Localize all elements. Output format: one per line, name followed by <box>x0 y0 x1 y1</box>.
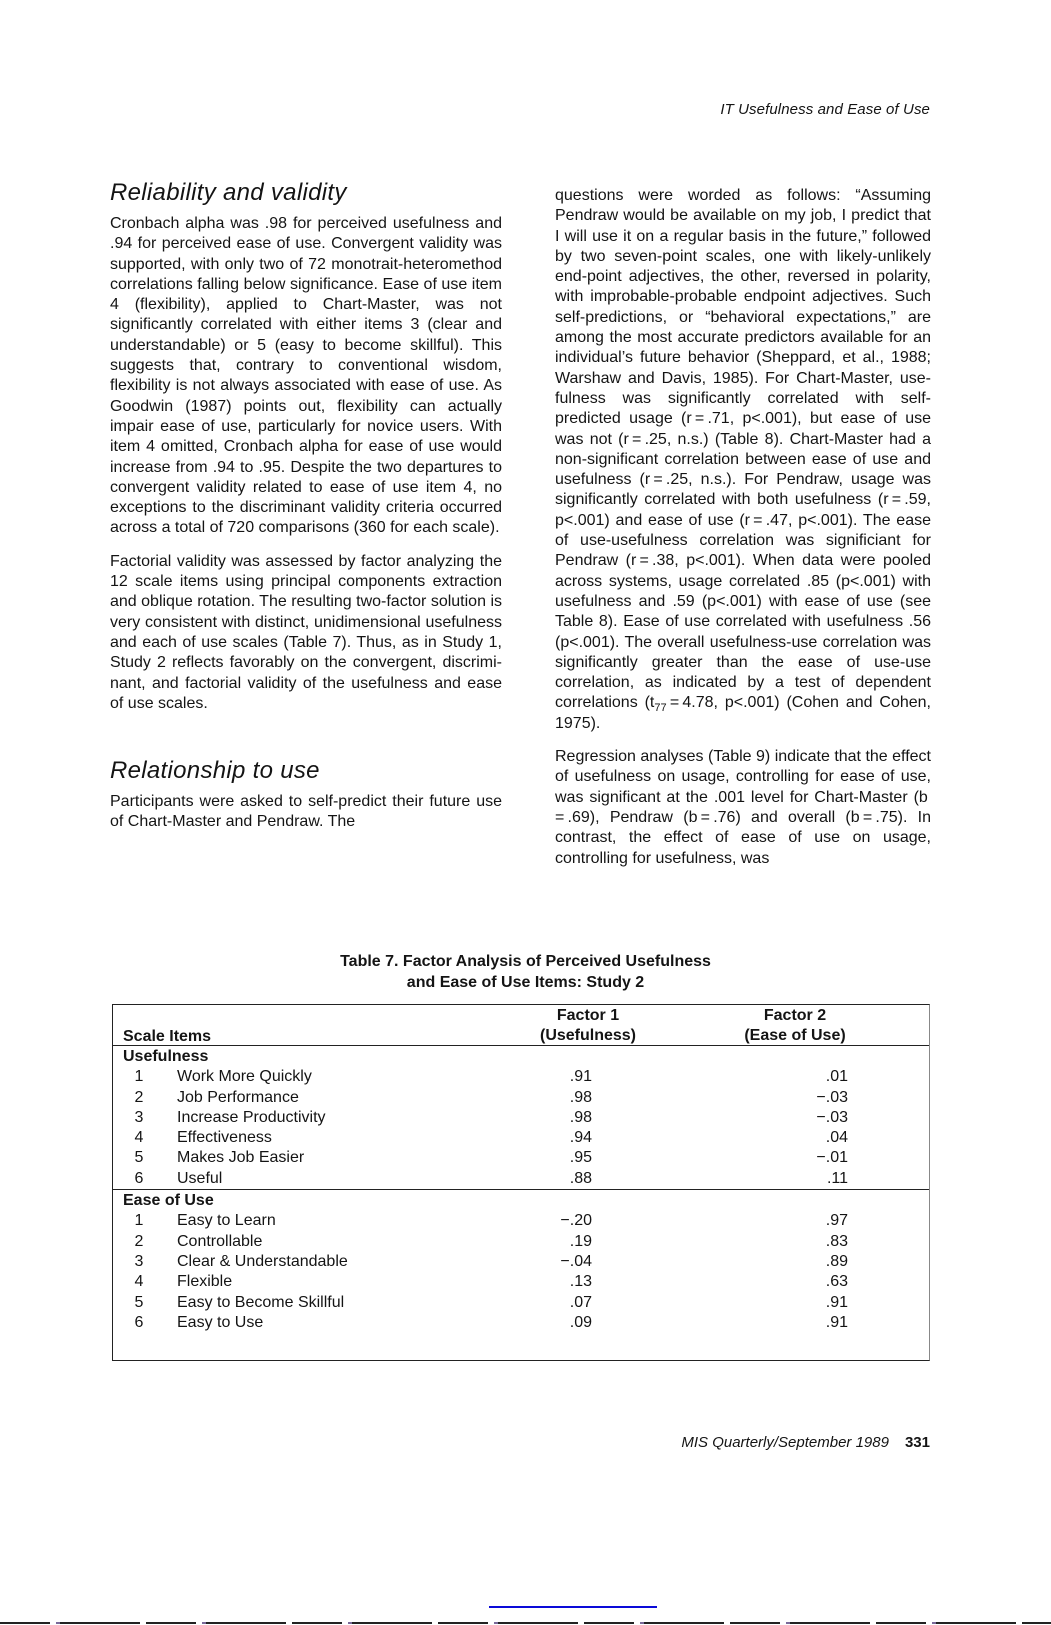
factor2-value: .01 <box>825 1068 848 1086</box>
paragraph-text: = 4.78, p<.001) (Cohen and Cohen, 1975). <box>555 694 932 732</box>
bottom-artifact-strip <box>0 1622 1051 1624</box>
section-title: Ease of Use <box>123 1192 214 1210</box>
table-row <box>113 1293 929 1313</box>
page-footer <box>681 1434 930 1451</box>
header-factor2-title: Factor 2 <box>763 1007 827 1024</box>
paragraph: Regression analyses (Table 9) indicate that the effect of usefulness on usage, controlling for ease of use, was significant at the .001 level for Chart-Master (b = .69), Pendraw (b = .76) and overall (b = .75). In contrast, the effect of ease of use on usage, controlling for usefulness, was <box>555 748 931 867</box>
item-number: 2 <box>134 1232 144 1250</box>
item-label: Job Performance <box>177 1088 299 1106</box>
item-number: 6 <box>134 1313 144 1331</box>
table-row <box>113 1272 929 1292</box>
table-caption <box>0 952 1051 993</box>
factor2-value: .97 <box>825 1212 848 1230</box>
item-label: Easy to Learn <box>177 1212 276 1230</box>
factor2-value: −.03 <box>816 1108 848 1126</box>
table-row <box>113 1148 929 1168</box>
factor1-value: .07 <box>569 1293 592 1311</box>
left-column <box>110 178 502 833</box>
section-heading-relationship: Relationship to use <box>110 757 320 785</box>
factor1-value: .19 <box>569 1232 592 1250</box>
item-label: Makes Job Easier <box>177 1149 305 1167</box>
item-label: Easy to Use <box>177 1313 264 1331</box>
paragraph: Participants were asked to self-predict their future use of Chart-Master and Pendraw. The <box>110 793 502 831</box>
section-title: Usefulness <box>123 1048 209 1065</box>
table-row <box>113 1313 929 1333</box>
subscript: 77 <box>654 702 667 715</box>
item-label: Effectiveness <box>177 1129 272 1147</box>
factor1-value: .95 <box>569 1149 592 1167</box>
item-number: 2 <box>134 1088 144 1106</box>
paragraph-text: questions were worded as follows: “Assuming Pendraw would be available on my job, I predict that I will use it on a regular basis in the future,” followed by two seven-point scales, one with likely-unlikely end-point adjectives, the other, reversed in polarity, with improbable-probable endpoint adjectives. Such self-predictions, or “behavioral expectations,” are among the most accurate predictors available for an individual’s future behavior (Sheppard, et al., 1988; Warshaw and Davis, 1985). For Chart-Master, usefulness was significantly correlated with self-predicted usage (r = .71, p<.001), but ease of use was not (r = .25, n.s.) (Table 8). Chart-Master had a non-significant correlation between ease of use and usefulness (r = .25, n.s.). For Pendraw, usage was significantly correlated with both usefulness (r = .59, p<.001) and ease of use (r = .47, p<.001). The ease of use-usefulness correlation was significiant for Pendraw (r = .38, p<.001). When data were pooled across systems, usage correlated .85 (p<.001) with usefulness and .59 (p<.001) with ease of use (see Table 8). Ease of use correlated with usefulness .56 (p<.001). The overall usefulness-use correlation was significantly greater than the ease of use-use correlation, as indicated by a test of dependent correlations (t <box>555 187 931 712</box>
item-number: 1 <box>134 1068 144 1086</box>
factor1-value: .88 <box>569 1169 592 1187</box>
running-head: IT Usefulness and Ease of Use <box>720 101 930 118</box>
item-label: Controllable <box>177 1232 263 1250</box>
factor1-value: .94 <box>569 1129 592 1147</box>
table-section-usefulness <box>113 1046 929 1189</box>
factor2-value: .91 <box>825 1313 848 1331</box>
table-section-ease-of-use <box>113 1189 929 1333</box>
table-row <box>113 1252 929 1272</box>
factor2-value: −.01 <box>816 1149 848 1167</box>
factor1-value: −.20 <box>560 1212 592 1230</box>
header-factor2-subtitle: (Ease of Use) <box>744 1027 846 1044</box>
header-scale-items: Scale Items <box>123 1028 212 1045</box>
factor1-value: .09 <box>569 1313 592 1331</box>
table-row <box>113 1088 929 1108</box>
item-number: 5 <box>134 1149 144 1167</box>
header-factor2 <box>730 1006 860 1046</box>
item-label: Flexible <box>177 1273 233 1291</box>
factor2-value: .83 <box>825 1232 848 1250</box>
item-number: 1 <box>134 1212 144 1230</box>
table-header <box>113 1005 929 1046</box>
item-number: 3 <box>134 1108 144 1126</box>
page-number: 331 <box>904 1434 930 1451</box>
item-label: Work More Quickly <box>177 1068 312 1086</box>
factor2-value: .91 <box>825 1293 848 1311</box>
factor1-value: −.04 <box>560 1252 592 1270</box>
table-row <box>113 1169 929 1189</box>
factor-analysis-table <box>112 1004 930 1361</box>
factor2-value: .04 <box>825 1129 848 1147</box>
table-row <box>113 1128 929 1148</box>
factor1-value: .91 <box>569 1068 592 1086</box>
table-row <box>113 1211 929 1231</box>
paragraph: Cronbach alpha was .98 for perceived usefulness and .94 for perceived ease of use. Convergent validity was supported, with only two of 72 monotrait-heteromethod correlations falling below significance. Ease of use item 4 (flexibility), applied to Chart-Master, was not significantly correlated with either items 3 (clear and understandable) or 5 (easy to become skillful). This suggests that, contrary to conventional wisdom, flexibility is not always associated with ease of use. As Goodwin (1987) points out, flexibility can actually impair ease of use, particularly for novice users. With item 4 omitted, Cronbach alpha for ease of use would increase from .94 to .95. Despite the two departures to convergent validity related to ease of use item 4, no exceptions to the discriminant validity criteria occurred across a total of 720 comparisons (360 for each scale). <box>110 215 502 537</box>
link-underline[interactable] <box>489 1606 657 1608</box>
factor1-value: .98 <box>569 1108 592 1126</box>
table-caption-line: and Ease of Use Items: Study 2 <box>406 973 645 991</box>
table-row <box>113 1067 929 1087</box>
factor2-value: .11 <box>826 1169 848 1187</box>
item-label: Easy to Become Skillful <box>177 1293 345 1311</box>
item-label: Clear & Understandable <box>177 1252 348 1270</box>
header-factor1-subtitle: (Usefulness) <box>539 1027 637 1044</box>
header-factor1-title: Factor 1 <box>556 1007 620 1024</box>
item-label: Useful <box>177 1169 223 1187</box>
item-label: Increase Productivity <box>177 1108 326 1126</box>
item-number: 5 <box>134 1293 144 1311</box>
paragraph <box>555 186 931 734</box>
factor1-value: .13 <box>569 1273 592 1291</box>
right-column <box>555 186 931 869</box>
item-number: 3 <box>134 1252 144 1270</box>
factor2-value: .63 <box>825 1273 848 1291</box>
factor1-value: .98 <box>569 1088 592 1106</box>
section-heading-reliability: Reliability and validity <box>110 179 347 206</box>
table-caption-line: Table 7. Factor Analysis of Perceived Usefulness <box>340 953 711 970</box>
header-factor1 <box>528 1006 648 1046</box>
table-row <box>113 1232 929 1252</box>
factor2-value: −.03 <box>816 1088 848 1106</box>
factor2-value: .89 <box>825 1252 848 1270</box>
item-number: 6 <box>134 1169 144 1187</box>
item-number: 4 <box>134 1273 144 1291</box>
paragraph: Factorial validity was assessed by factor analyzing the 12 scale items using principal components extraction and oblique rotation. The resulting two-factor solution is very consistent with distinct, unidimensional usefulness and each of use scales (Table 7). Thus, as in Study 1, Study 2 reflects favorably on the convergent, discriminant, and factorial validity of the usefulness and ease of use scales. <box>110 552 502 712</box>
item-number: 4 <box>134 1129 144 1147</box>
table-row <box>113 1108 929 1128</box>
journal-name: MIS Quarterly/September 1989 <box>681 1434 889 1451</box>
